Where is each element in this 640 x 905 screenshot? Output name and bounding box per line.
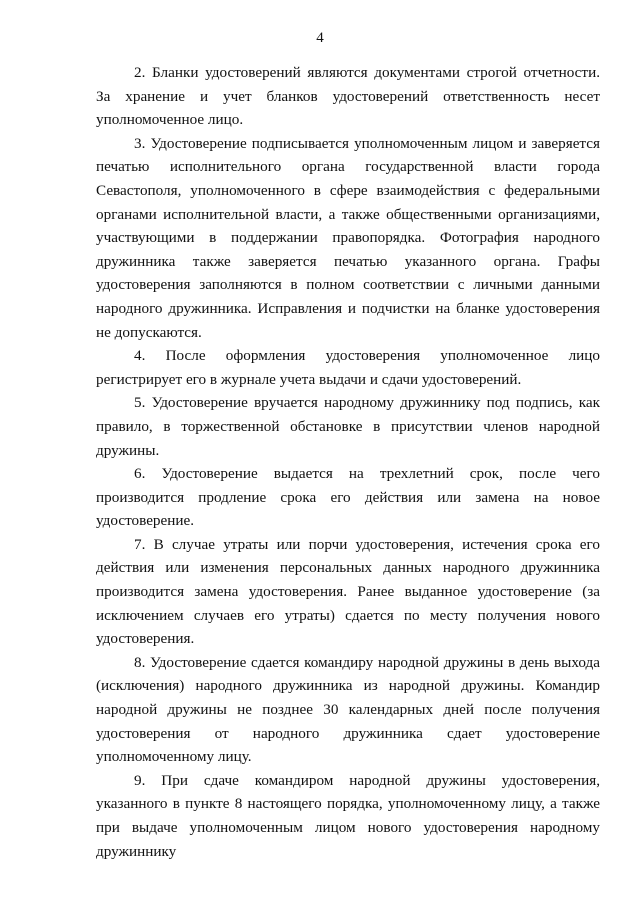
paragraph-2: 2. Бланки удостоверений являются документами строгой отчетности. За хранение и учет бланков удостоверений ответственность несет уполномоченное лицо. (96, 64, 600, 129)
paragraph-4: 4. После оформления удостоверения уполномоченное лицо регистрирует его в журнале учета выдачи и сдачи удостоверений. (96, 347, 600, 388)
paragraph-7: 7. В случае утраты или порчи удостоверения, истечения срока его действия или изменения персональных данных народного дружинника производится замена удостоверения. Ранее выданное удостоверение (за исключением случаев его утраты) сдается по месту получения нового удостоверения. (96, 535, 600, 648)
paragraph-5: 5. Удостоверение вручается народному дружиннику под подпись, как правило, в торжественной обстановке в присутствии членов народной дружины. (96, 394, 600, 459)
document-body (96, 61, 600, 863)
paragraph-6: 6. Удостоверение выдается на трехлетний срок, после чего производится продление срока его действия или замена на новое удостоверение. (96, 465, 600, 530)
paragraph-9: 9. При сдаче командиром народной дружины удостоверения, указанного в пункте 8 настоящего порядка, уполномоченному лицу, а также при выдаче уполномоченным лицом нового удостоверения народному дружиннику (96, 771, 600, 860)
paragraph-3: 3. Удостоверение подписывается уполномоченным лицом и заверяется печатью исполнительного органа государственной власти города Севастополя, уполномоченного в сфере взаимодействия с федеральными органами исполнительной власти, а также общественными организациями, участвующими в поддержании правопорядка. Фотография народного дружинника также заверяется печатью указанного органа. Графы удостоверения заполняются в полном соответствии с личными данными народного дружинника. Исправления и подчистки на бланке удостоверения не допускаются. (96, 134, 600, 341)
paragraph-8: 8. Удостоверение сдается командиру народной дружины в день выхода (исключения) народного дружинника из народной дружины. Командир народной дружины не позднее 30 календарных дней после получения удостоверения от народного дружинника сдает удостоверение уполномоченному лицу. (96, 653, 600, 766)
page-number: 4 (316, 30, 324, 46)
